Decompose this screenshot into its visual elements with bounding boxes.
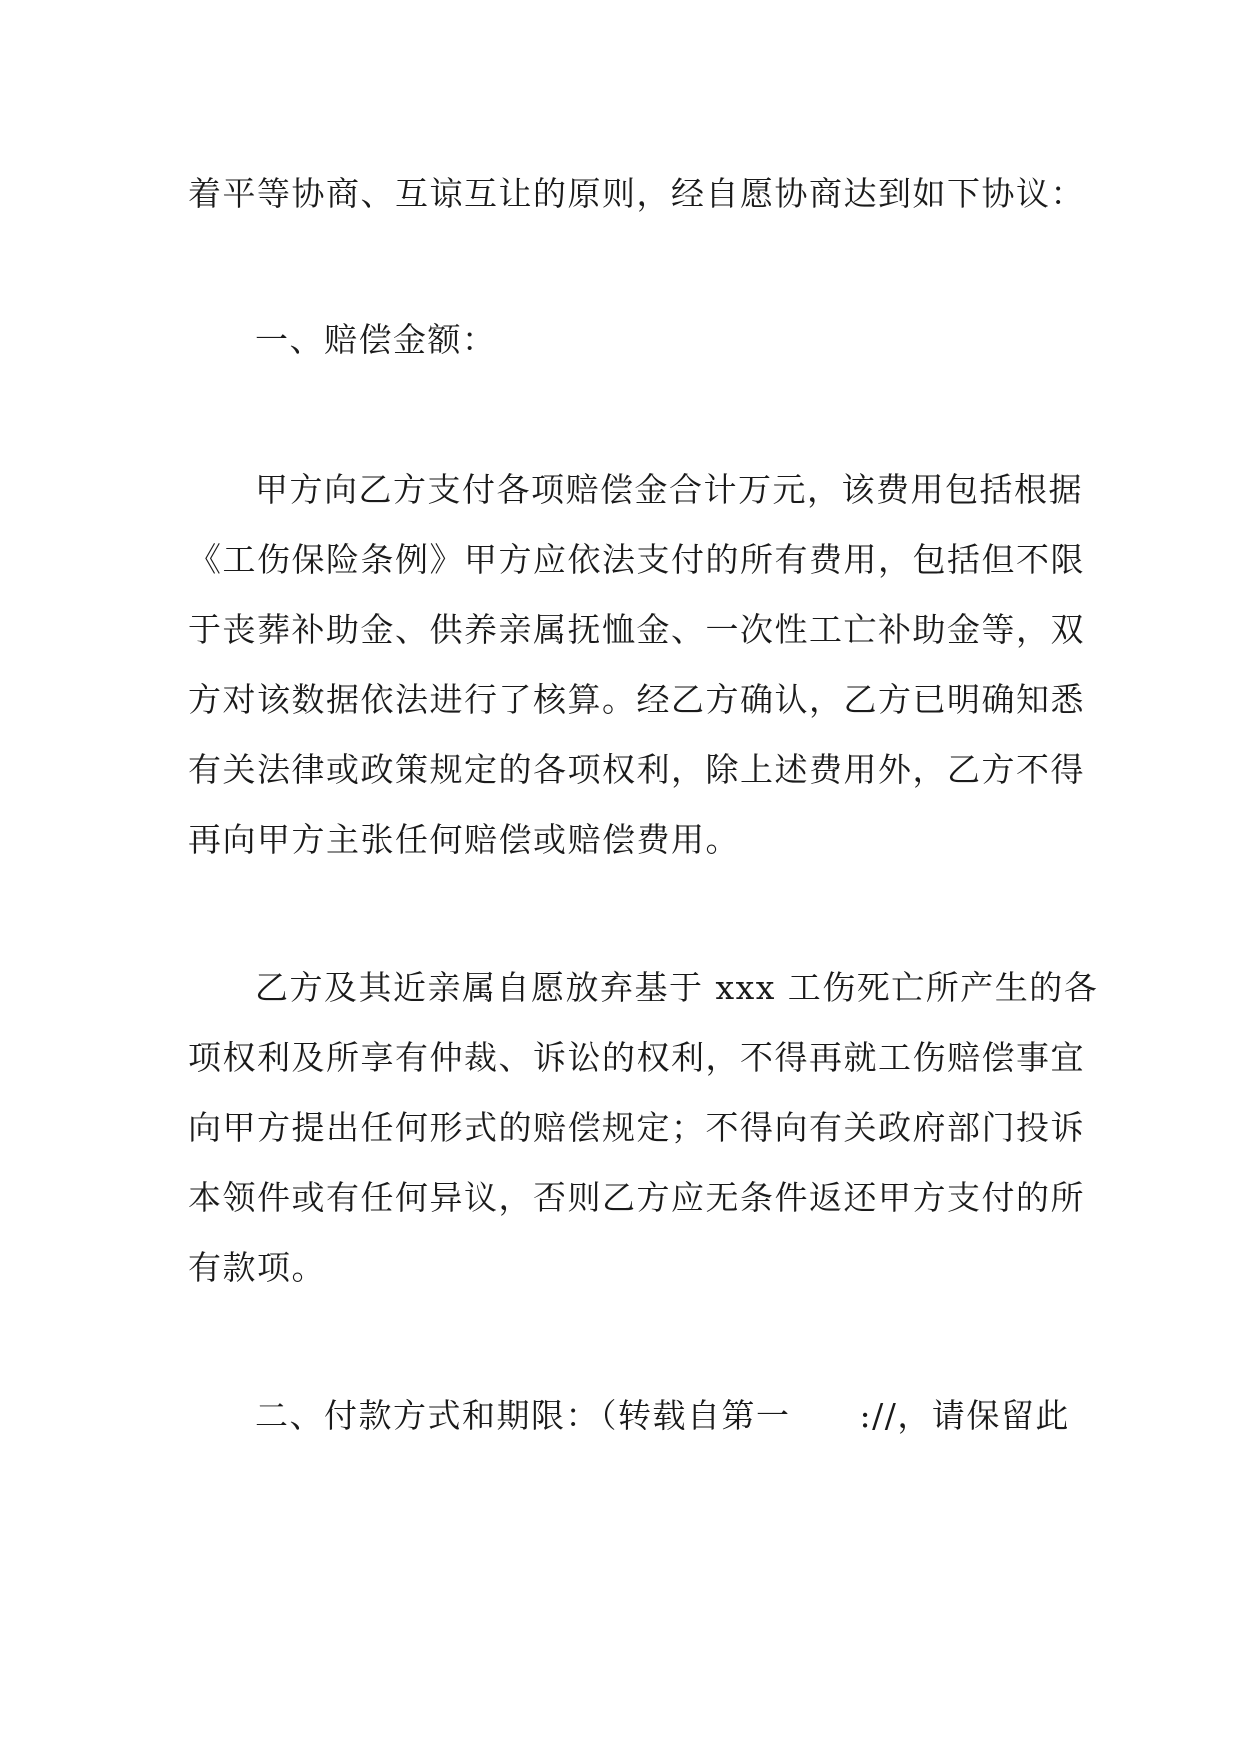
section-heading-payment: 二、付款方式和期限：（转载自第一 ://，请保留此 [255,1396,1070,1435]
paragraph-1-line-5: 有关法律或政策规定的各项权利，除上述费用外，乙方不得 [188,750,1085,789]
paragraph-1-line-6: 再向甲方主张任何赔偿或赔偿费用。 [188,820,740,859]
paragraph-2-line-4: 本领件或有任何异议，否则乙方应无条件返还甲方支付的所 [188,1178,1085,1217]
paragraph-1-line-4: 方对该数据依法进行了核算。经乙方确认，乙方已明确知悉 [188,680,1085,719]
text-line-continuation: 着平等协商、互谅互让的原则，经自愿协商达到如下协议： [188,174,1085,213]
paragraph-1-line-1: 甲方向乙方支付各项赔偿金合计万元，该费用包括根据 [255,470,1083,509]
section-heading-compensation: 一、赔偿金额： [255,320,497,359]
paragraph-2-line-3: 向甲方提出任何形式的赔偿规定；不得向有关政府部门投诉 [188,1108,1085,1147]
paragraph-2-line-2: 项权利及所享有仲裁、诉讼的权利，不得再就工伤赔偿事宜 [188,1038,1085,1077]
paragraph-1-line-2: 《工伤保险条例》甲方应依法支付的所有费用，包括但不限 [188,540,1085,579]
paragraph-2-line-5: 有款项。 [188,1248,326,1287]
paragraph-2-line-1: 乙方及其近亲属自愿放弃基于 xxx 工伤死亡所产生的各 [255,968,1099,1007]
paragraph-1-line-3: 于丧葬补助金、供养亲属抚恤金、一次性工亡补助金等，双 [188,610,1085,649]
